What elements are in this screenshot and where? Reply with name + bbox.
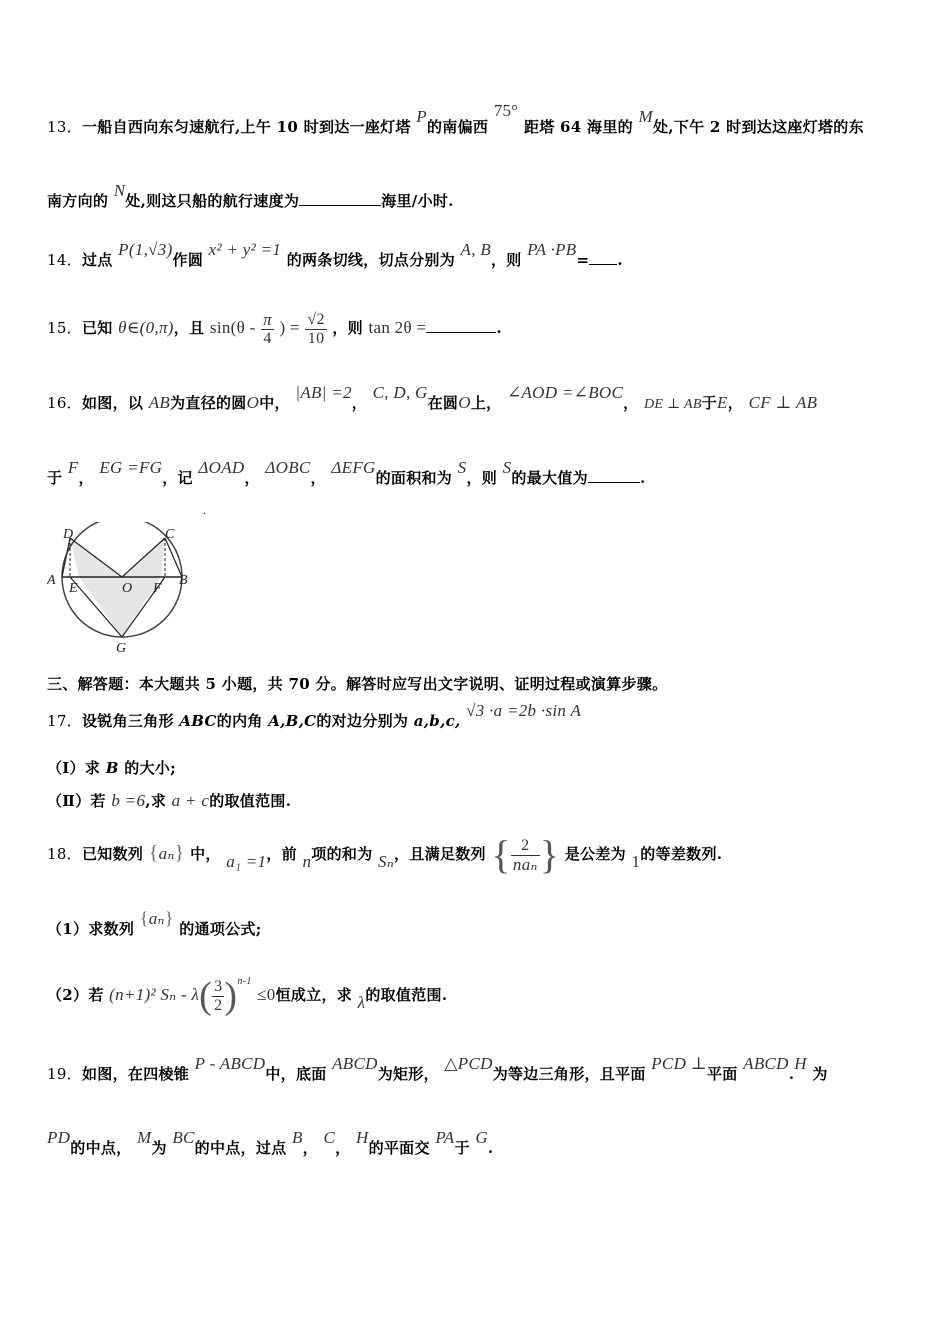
q17-number: 17． (47, 712, 82, 730)
q16-line2: 于 F， EG =FG，记 ΔOAD， ΔOBC， ΔEFG的面积和为 S，则 S的最大值为 . (47, 458, 646, 487)
q16-line1: 16．如图，以 AB为直径的圆O中， |AB| =2， C, D, G在圆O上， ∠AOD =∠BOC， DE ⊥ AB于E， CF ⊥ AB (47, 383, 818, 412)
label-O: O (122, 581, 133, 596)
q13-line2: 南方向的 N处,则这只船的航行速度为 海里/小时. (47, 181, 454, 210)
q13-point-M: M (638, 107, 653, 126)
q14-number: 14． (47, 251, 82, 269)
label-B: B (179, 573, 188, 588)
q18-part2: （2）若 (n+1)² Sₙ - λ( $\frac{3}{2}$ )$^{n-1}$ ≤0恒成立，求 λ的取值范围. (47, 975, 448, 1017)
q15-frac-sqrt2-10: $\frac{√2}{10}$ (307, 310, 325, 347)
q17-part1: （Ⅰ）求 B 的大小; (47, 759, 177, 777)
q15-line: 15．已知 θ∈(0,π)，且 sin(θ - $\frac{\pi}{4}$ ) = $\frac{√2}{10}$ ，则 tan 2θ = . (47, 309, 502, 347)
section3-heading: 三、解答题：本大题共 5 小题，共 70 分。解答时应写出文字说明、证明过程或演算步骤。 (47, 675, 668, 693)
q14-dot-product: PA ·PB (527, 240, 577, 259)
q16-angle-eq: ∠AOD =∠BOC (506, 383, 624, 402)
q13-line1: 13．一船自西向东匀速航行,上午 10 时到达一座灯塔 P的南偏西 75° 距塔 64 海里的 M处,下午 2 时到达这座灯塔的东 (47, 101, 864, 136)
q15-condition: θ∈(0,π) (118, 318, 174, 337)
q13-angle: 75° (493, 101, 519, 120)
q15-number: 15． (47, 319, 82, 337)
q18-line: 18．已知数列 {aₙ} 中， a₁ =1，前 n项的和为 Sₙ，且满足数列 { $\frac{2}{\text{naₙ}}$ } 是公差为 1的等差数列. (47, 832, 723, 877)
label-E: E (69, 581, 78, 596)
q19-number: 19． (47, 1065, 82, 1083)
q18-part1: （1）求数列 {aₙ} 的通项公式; (47, 908, 262, 938)
stray-dot: . (203, 506, 207, 517)
q14-answer-blank[interactable] (589, 250, 617, 265)
label-C: C (165, 527, 175, 542)
q18-number: 18． (47, 845, 82, 863)
label-A: A (47, 573, 56, 588)
q19-line2: PD的中点， M为 BC的中点，过点 B， C， H的平面交 PA于 G. (47, 1128, 494, 1157)
q14-line: 14．过点 P(1,√3)作圆 x² + y² =1 的两条切线，切点分别为 A, B，则 PA ·PB= . (47, 240, 623, 269)
q19-line1: 19．如图，在四棱锥 P - ABCD中，底面 ABCD为矩形， △PCD为等边三角形，且平面 PCD ⊥平面 ABCD.H 为 (47, 1054, 828, 1083)
q14-point: P(1,√3) (118, 240, 173, 259)
q14-circle: x² + y² =1 (208, 240, 282, 259)
q16-answer-blank[interactable] (588, 468, 640, 483)
shaded-region (70, 538, 165, 637)
q14-tangent-points: A, B (460, 240, 491, 259)
segment-AD (62, 538, 70, 577)
q13-number: 13． (47, 118, 82, 136)
label-D: D (63, 527, 74, 542)
label-F: F (153, 581, 162, 596)
q16-number: 16． (47, 394, 82, 412)
q17-part2: （Ⅱ）若 b =6,求 a + c的取值范围. (47, 791, 292, 810)
q17-line: 17．设锐角三角形 ABC的内角 A,B,C的对边分别为 a,b,c, √3 ·a =2b ·sin A (47, 701, 582, 730)
q18-frac-2-nan: $\frac{2}{\text{naₙ}}$ (512, 836, 538, 874)
q15-frac-pi-4: $\frac{\pi}{4}$ (263, 309, 272, 347)
q15-sin-left: sin(θ - (209, 318, 256, 337)
label-G: G (116, 641, 127, 656)
q13-answer-blank[interactable] (299, 191, 381, 206)
q18-expr: (n+1)² Sₙ - λ (109, 985, 200, 1004)
q16-circle-figure (47, 522, 207, 657)
q15-answer-blank[interactable] (426, 318, 496, 333)
q13-point-P: P (416, 107, 427, 126)
q15-tan: tan 2θ = (368, 318, 427, 337)
q16-abs-AB: |AB| =2 (295, 383, 352, 402)
q17-equation: √3 ·a =2b ·sin A (466, 701, 582, 720)
q13-point-N: N (113, 181, 126, 200)
